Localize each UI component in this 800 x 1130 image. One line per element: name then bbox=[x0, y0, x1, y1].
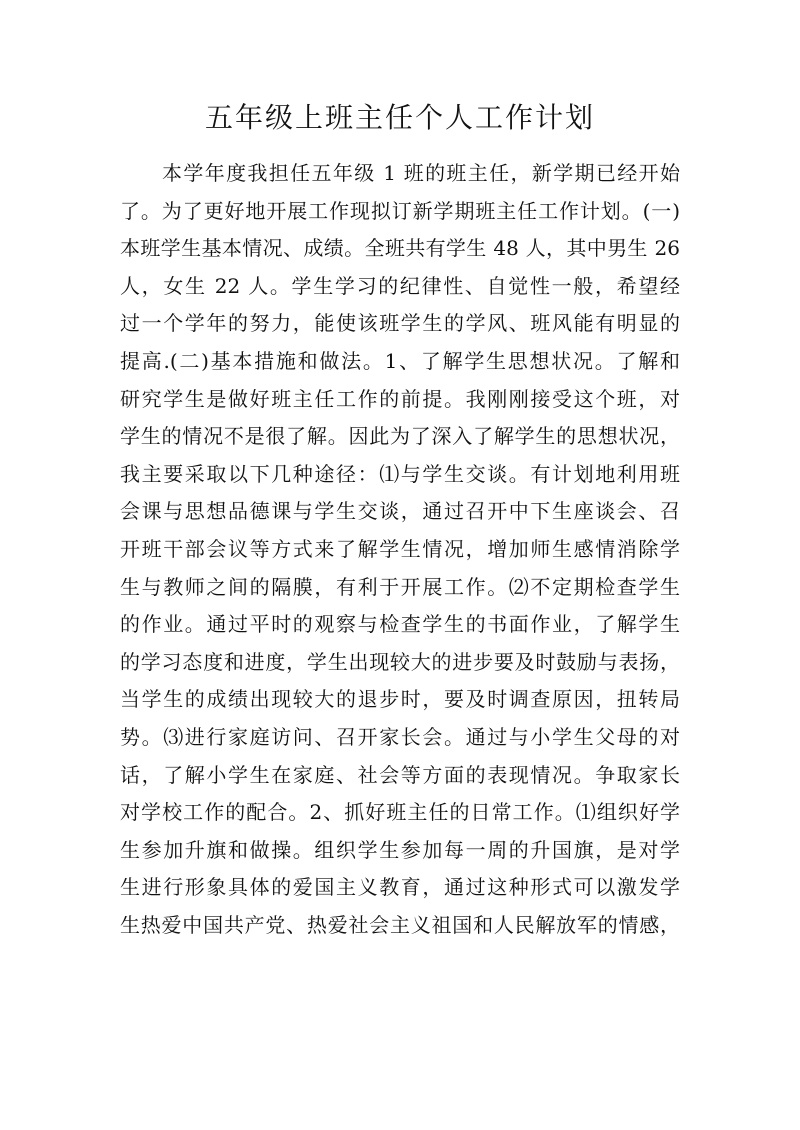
body-line: 本学年度我担任五年级 1 班的班主任，新学期已经开始 bbox=[162, 161, 680, 185]
body-line: 提高.(二)基本措施和做法。1、了解学生思想状况。了解和 bbox=[120, 348, 680, 373]
body-line: 本班学生基本情况、成绩。全班共有学生 48 人，其中男生 26 bbox=[120, 236, 680, 261]
body-line: 生进行形象具体的爱国主义教育，通过这种形式可以激发学 bbox=[120, 875, 680, 900]
body-line: 生热爱中国共产党、热爱社会主义祖国和人民解放军的情感， bbox=[120, 912, 680, 937]
body-line: 的作业。通过平时的观察与检查学生的书面作业，了解学生 bbox=[120, 612, 680, 637]
body-line: 学生的情况不是很了解。因此为了深入了解学生的思想状况， bbox=[120, 424, 680, 449]
body-line: 人，女生 22 人。学生学习的纪律性、自觉性一般，希望经 bbox=[120, 273, 680, 298]
body-line: 会课与思想品德课与学生交谈，通过召开中下生座谈会、召 bbox=[120, 499, 680, 524]
body-line: 研究学生是做好班主任工作的前提。我刚刚接受这个班，对 bbox=[120, 386, 680, 411]
document-title: 五年级上班主任个人工作计划 bbox=[204, 101, 595, 134]
body-line: 过一个学年的努力，能使该班学生的学风、班风能有明显的 bbox=[120, 311, 680, 336]
body-line: 对学校工作的配合。2、抓好班主任的日常工作。⑴组织好学 bbox=[120, 800, 680, 825]
body-line: 了。为了更好地开展工作现拟订新学期班主任工作计划。(一) bbox=[120, 198, 680, 223]
body-line: 开班干部会议等方式来了解学生情况，增加师生感情消除学 bbox=[120, 536, 680, 561]
body-line: 当学生的成绩出现较大的退步时，要及时调查原因，扭转局 bbox=[120, 687, 680, 712]
body-line: 的学习态度和进度，学生出现较大的进步要及时鼓励与表扬， bbox=[120, 649, 680, 674]
document-body bbox=[120, 155, 680, 944]
body-line: 话，了解小学生在家庭、社会等方面的表现情况。争取家长 bbox=[120, 762, 680, 787]
body-line: 我主要采取以下几种途径：⑴与学生交谈。有计划地利用班 bbox=[120, 461, 680, 486]
body-line: 势。⑶进行家庭访问、召开家长会。通过与小学生父母的对 bbox=[120, 724, 680, 749]
body-line: 生参加升旗和做操。组织学生参加每一周的升国旗，是对学 bbox=[120, 837, 680, 862]
body-line: 生与教师之间的隔膜，有利于开展工作。⑵不定期检查学生 bbox=[120, 574, 680, 599]
